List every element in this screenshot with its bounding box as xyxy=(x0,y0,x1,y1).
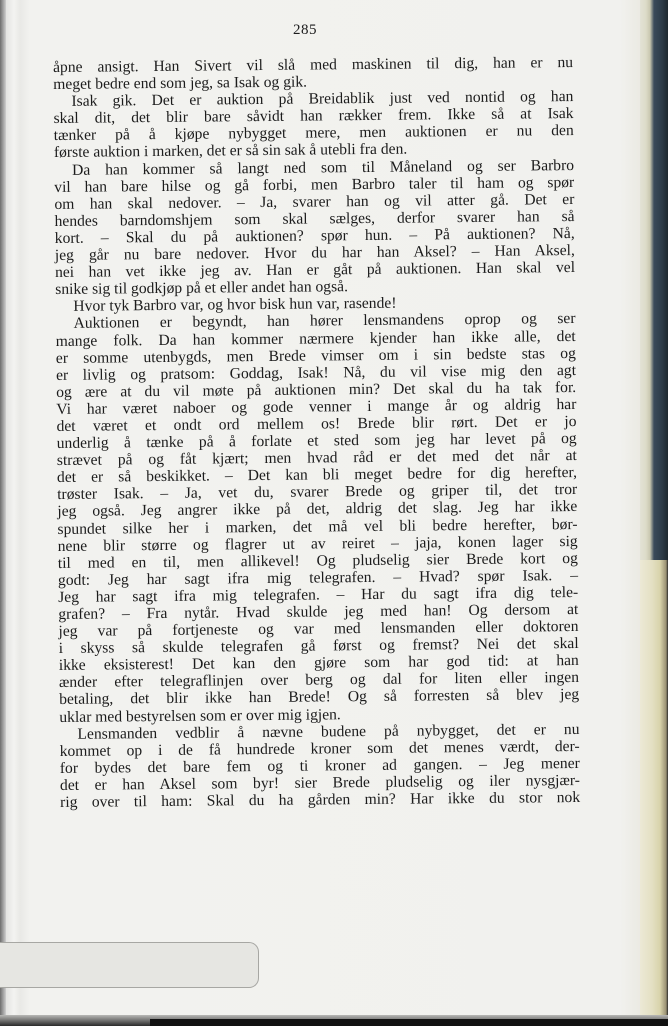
text-line: Jeg har sagt ifra mig telegrafen. – Har du sagt ifra dig tele- xyxy=(58,583,579,606)
page-tab-cutout xyxy=(0,942,259,988)
text-line: jeg også. Jeg angrer ikke på det, aldrig det slag. Jeg har ikke xyxy=(57,498,578,521)
text-line: betaling, det blir ikke han Brede! Og så forresten så blev jeg xyxy=(59,686,580,709)
text-line: Lensmanden vedblir å nævne budene på nybygget, det er nu xyxy=(77,720,580,743)
text-line: grafen? – Fra nytår. Hvad skulde jeg med han! Og dersom at xyxy=(58,600,579,623)
text-line: første auktion i marken, det er så sin sak å utebli fra den. xyxy=(53,141,408,162)
text-line: Isak gik. Det er auktion på Breidablik just ved nontid og han xyxy=(71,88,574,111)
text-line: rig over til ham: Skal du ha gården min? Har ikke du stor nok xyxy=(60,789,581,811)
text-line: for bydes det bare fem og ti kroner ad gangen. – Jeg mener xyxy=(59,754,580,777)
body-text xyxy=(53,54,580,811)
text-line: Da han kommer så langt ned som til Måneland og ser Barbro xyxy=(71,156,575,179)
page-number: 285 xyxy=(293,22,317,38)
text-line: nene blir større og flagrer ut av reiret – jaja, konen lager sig xyxy=(57,532,578,555)
text-line: tænker på å kjøpe nybygget mere, men auktionen er nu den xyxy=(53,122,574,145)
text-line: jeg var på fortjeneste og var med lensmanden eller doktoren xyxy=(58,618,579,641)
bottom-dark-edge xyxy=(150,1019,668,1026)
text-line: om han skal nedover. – Ja, svarer han og vil atter gå. Det er xyxy=(54,190,575,213)
text-line: godt: Jeg har sagt ifra mig telegrafen. – Hvad? spør Isak. – xyxy=(57,566,579,589)
text-line: og ære at du vil møte på auktionen min? Det skal du ha tak for. xyxy=(56,378,577,401)
bottom-shadow xyxy=(0,1015,668,1026)
text-line: kommet op i de få hundrede kroner som det menes værdt, der- xyxy=(59,737,580,760)
text-line: det er han Aksel som byr! sier Brede pludselig og iler nysgjær- xyxy=(59,771,581,794)
text-line: er somme utenbygds, men Brede vimser om i sin bedste stas og xyxy=(55,344,576,367)
text-line: er livlig og pratsom: Goddag, Isak! Nå, du vil vise mig den agt xyxy=(55,361,577,384)
text-line: det været et ondt ord mellem os! Brede blir rørt. Det er jo xyxy=(56,412,577,435)
text-line: strævet på og fåt kjært; men hvad råd er det med det når at xyxy=(56,447,577,470)
text-line: snike sig til godkjøp på et eller andet han også. xyxy=(55,278,349,299)
page-edge-lower xyxy=(640,560,668,1026)
text-line: spundet silke her i marken, det må vel bli bedre herefter, bør- xyxy=(57,515,578,538)
text-line: vil han bare hilse og gå forbi, men Barbro taler til ham og spør xyxy=(54,173,575,196)
text-line: underlig å tænke på å forlate et sted som jeg har levet på og xyxy=(56,430,577,453)
spine-shadow xyxy=(0,0,6,1026)
text-line: det er så beskikket. – Det kan bli meget bedre for dig herefter, xyxy=(56,464,578,487)
text-line: Auktionen er begyndt, han hører lensmandens oprop og ser xyxy=(73,310,576,333)
text-line: til med en til, men allikevel! Og pludselig sier Brede kort og xyxy=(57,549,578,572)
text-line: mange folk. Da han kommer nærmere kjender han ikke alle, det xyxy=(55,327,576,350)
text-line: meget bedre end som jeg, sa Isak og gik. xyxy=(53,73,308,94)
text-line: ænder efter telegraflinjen over berg og dal for liten eller ingen xyxy=(58,669,580,692)
text-line: Hvor tyk Barbro var, og hvor bisk hun var, rasende! xyxy=(73,295,397,316)
text-line: Vi har været naboer og gode venner i mange år og aldrig har xyxy=(56,395,577,418)
text-line: åpne ansigt. Han Sivert vil slå med maskinen til dig, han er nu xyxy=(53,54,574,76)
text-line: nei han vet ikke jeg av. Han er gåt på auktionen. Han skal vel xyxy=(54,259,576,282)
text-line: jeg går nu bare nedover. Hvor du har han Aksel? – Han Aksel, xyxy=(54,242,575,265)
text-line: ikke eksisterest! Det kan den gjøre som har god tid: at han xyxy=(58,652,579,675)
text-line: uklar med bestyrelsen som er over mig igjen. xyxy=(59,705,341,726)
text-line: kort. – Skal du på auktionen? spør hun. – På auktionen? Nå, xyxy=(54,224,575,247)
text-line: hendes barndomshjem som skal sælges, derfor svarer han så xyxy=(54,207,575,230)
text-line: skal dit, det blir bare såvidt han rækker frem. Ikke så at Isak xyxy=(53,105,574,128)
page-edge-right xyxy=(640,0,668,1026)
text-line: i skyss så skulde telegrafen gå først og fremst? Nei det skal xyxy=(58,635,579,658)
text-line: trøster Isak. – Ja, vet du, svarer Brede og griper til, det tror xyxy=(57,481,578,504)
